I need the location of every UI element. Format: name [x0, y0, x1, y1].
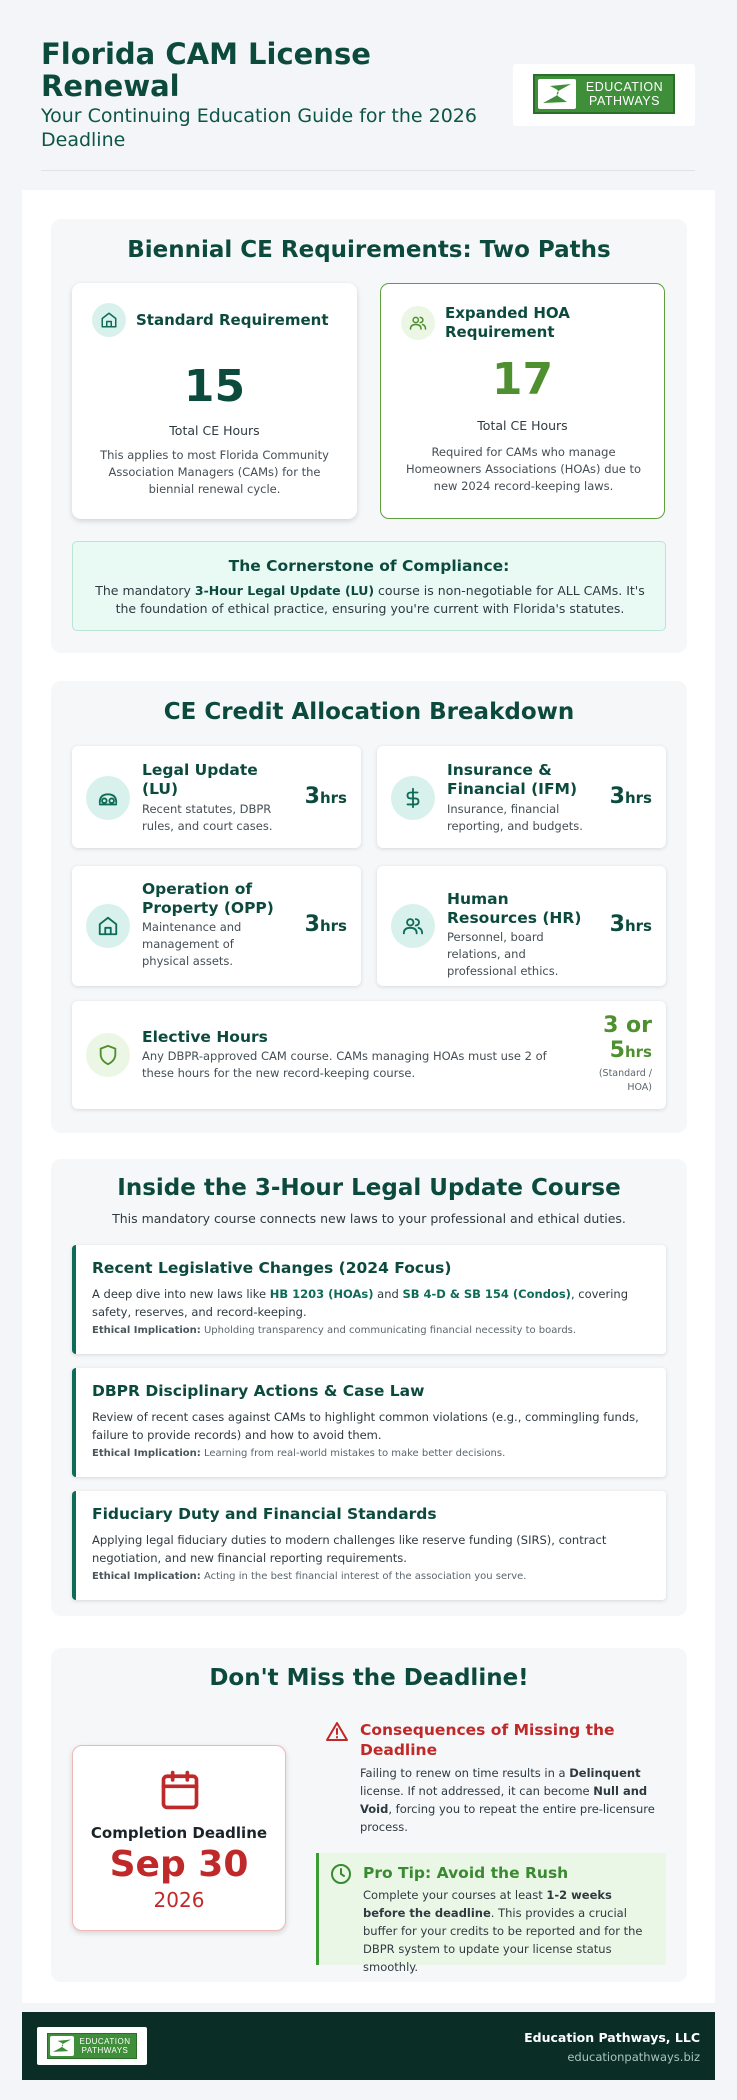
elective-hours-card — [72, 1001, 666, 1109]
logo-mark-icon — [538, 79, 576, 109]
card-description: A deep dive into new laws like HB 1203 (HOAs) and SB 4-D & SB 154 (Condos), covering safety, reserves, and record-keeping. — [92, 1287, 629, 1319]
card-description: Applying legal fiduciary duties to modern challenges like reserve funding (SIRS), contract negotiation, and new financial reporting requirements. — [92, 1533, 607, 1565]
main-content — [22, 190, 715, 2003]
requirement-name: Standard Requirement — [136, 311, 329, 329]
logo-mark-icon — [50, 2036, 74, 2056]
section-subtitle: This mandatory course connects new laws to your professional and ethical duties. — [112, 1211, 626, 1226]
dollar-icon — [391, 776, 435, 820]
card-description: Review of recent cases against CAMs to highlight common violations (e.g., commingling funds, failure to provide records) and how to avoid them. — [92, 1410, 639, 1442]
elective-hours: 3 or 5hrs — [603, 1013, 652, 1063]
allocation-name: Legal Update (LU) — [142, 761, 258, 798]
users-icon — [401, 306, 435, 340]
shield-icon — [86, 1033, 130, 1077]
cornerstone-title: The Cornerstone of Compliance: — [228, 557, 510, 575]
card-title: Recent Legislative Changes (2024 Focus) — [92, 1259, 452, 1277]
section-title: Don't Miss the Deadline! — [209, 1665, 529, 1691]
requirement-label: Total CE Hours — [477, 418, 568, 433]
warning-icon — [325, 1720, 349, 1748]
company-url[interactable]: educationpathways.biz — [567, 2050, 700, 2064]
requirement-hours: 17 — [491, 354, 554, 405]
allocation-hours: 3hrs — [609, 784, 652, 809]
clock-icon — [329, 1862, 353, 1890]
pro-tip-callout — [316, 1853, 666, 1974]
consequences-title: Consequences of Missing the Deadline — [360, 1721, 615, 1759]
allocation-hours: 3hrs — [304, 784, 347, 809]
deadline-year: 2026 — [153, 1888, 205, 1912]
requirements-section — [51, 219, 687, 653]
page-header — [0, 0, 737, 190]
allocation-description: Recent statutes, DBPR rules, and court cases. — [142, 802, 273, 833]
requirement-description: Required for CAMs who manage Homeowners Associations (HOAs) due to new 2024 record-keeping laws. — [405, 445, 642, 493]
allocation-hours: 3hrs — [609, 912, 652, 937]
logo-container[interactable] — [513, 64, 695, 126]
disciplinary-actions-card — [72, 1368, 666, 1477]
deadline-date: Sep 30 — [109, 1844, 249, 1885]
home-icon — [92, 303, 126, 337]
allocation-section — [51, 681, 687, 1133]
allocation-card-operation-property — [72, 866, 361, 986]
calendar-icon — [158, 1768, 202, 1816]
allocation-description: Maintenance and management of physical assets. — [142, 920, 242, 968]
section-title: Biennial CE Requirements: Two Paths — [127, 237, 611, 263]
legal-update-section — [51, 1159, 687, 1616]
ethical-implication: Ethical Implication: Learning from real-world mistakes to make better decisions. — [92, 1448, 506, 1459]
home-icon — [86, 904, 130, 948]
ethical-implication: Ethical Implication: Upholding transparency and communicating financial necessity to boards. — [92, 1325, 577, 1336]
expanded-hoa-requirement-card — [380, 283, 665, 519]
card-title: Fiduciary Duty and Financial Standards — [92, 1505, 437, 1523]
completion-deadline-card — [72, 1745, 286, 1931]
cornerstone-text: The mandatory 3-Hour Legal Update (LU) course is non-negotiable for ALL CAMs. It's the foundation of ethical practice, ensuring you're current with Florida's statutes. — [95, 583, 645, 616]
elective-description: Any DBPR-approved CAM course. CAMs managing HOAs must use 2 of these hours for the new record-keeping course. — [142, 1049, 547, 1080]
allocation-card-human-resources — [377, 866, 666, 986]
allocation-name: Operation of Property (OPP) — [142, 880, 274, 917]
logo-text-line1: EDUCATION — [585, 80, 664, 94]
allocation-description: Insurance, financial reporting, and budgets. — [447, 802, 583, 833]
allocation-card-insurance-financial — [377, 746, 666, 848]
requirement-label: Total CE Hours — [169, 423, 260, 438]
requirement-description: This applies to most Florida Community Association Managers (CAMs) for the biennial renewal cycle. — [100, 448, 329, 496]
page-subtitle: Your Continuing Education Guide for the 2026 Deadline — [41, 105, 477, 151]
education-pathways-logo — [533, 74, 675, 114]
tip-title: Pro Tip: Avoid the Rush — [363, 1864, 569, 1882]
gavel-icon — [86, 776, 130, 820]
footer-logo — [47, 2033, 137, 2059]
standard-requirement-card — [72, 283, 357, 519]
legal-update-emphasis: 3-Hour Legal Update (LU) — [194, 583, 375, 598]
page-title: Florida CAM License Renewal — [41, 37, 371, 103]
deadline-section — [51, 1648, 687, 1982]
deadline-label: Completion Deadline — [90, 1824, 268, 1842]
section-title: Inside the 3-Hour Legal Update Course — [117, 1175, 621, 1201]
tip-text: Complete your courses at least 1-2 weeks before the deadline. This provides a crucial buffer for your credits to be reported and for the DBPR system to update your license status smoothly. — [363, 1888, 643, 1974]
cornerstone-callout — [72, 541, 666, 631]
requirement-hours: 15 — [183, 361, 246, 412]
section-title: CE Credit Allocation Breakdown — [163, 699, 575, 725]
allocation-hours: 3hrs — [304, 912, 347, 937]
card-title: DBPR Disciplinary Actions & Case Law — [92, 1382, 425, 1400]
legislative-changes-card — [72, 1245, 666, 1354]
fiduciary-duty-card — [72, 1491, 666, 1600]
logo-text-line2: PATHWAYS — [81, 2046, 129, 2055]
logo-text-line1: EDUCATION — [79, 2037, 131, 2046]
allocation-description: Personnel, board relations, and professional ethics. — [447, 930, 559, 978]
page-footer — [22, 2012, 715, 2080]
company-name: Education Pathways, LLC — [524, 2030, 700, 2045]
elective-note: (Standard / HOA) — [598, 1068, 652, 1093]
requirement-name: Expanded HOA Requirement — [445, 304, 570, 341]
consequences-text: Failing to renew on time results in a Delinquent license. If not addressed, it can become Null and Void, forcing you to repeat the entire pre-licensure process. — [360, 1766, 655, 1834]
ethical-implication: Ethical Implication: Acting in the best financial interest of the association you serve. — [92, 1571, 527, 1582]
allocation-name: Human Resources (HR) — [447, 890, 582, 927]
logo-text-line2: PATHWAYS — [589, 94, 660, 108]
users-icon — [391, 904, 435, 948]
allocation-card-legal-update — [72, 746, 361, 848]
elective-name: Elective Hours — [142, 1028, 268, 1046]
footer-logo-container[interactable] — [37, 2027, 147, 2065]
allocation-name: Insurance & Financial (IFM) — [447, 761, 578, 798]
header-divider — [41, 170, 695, 171]
